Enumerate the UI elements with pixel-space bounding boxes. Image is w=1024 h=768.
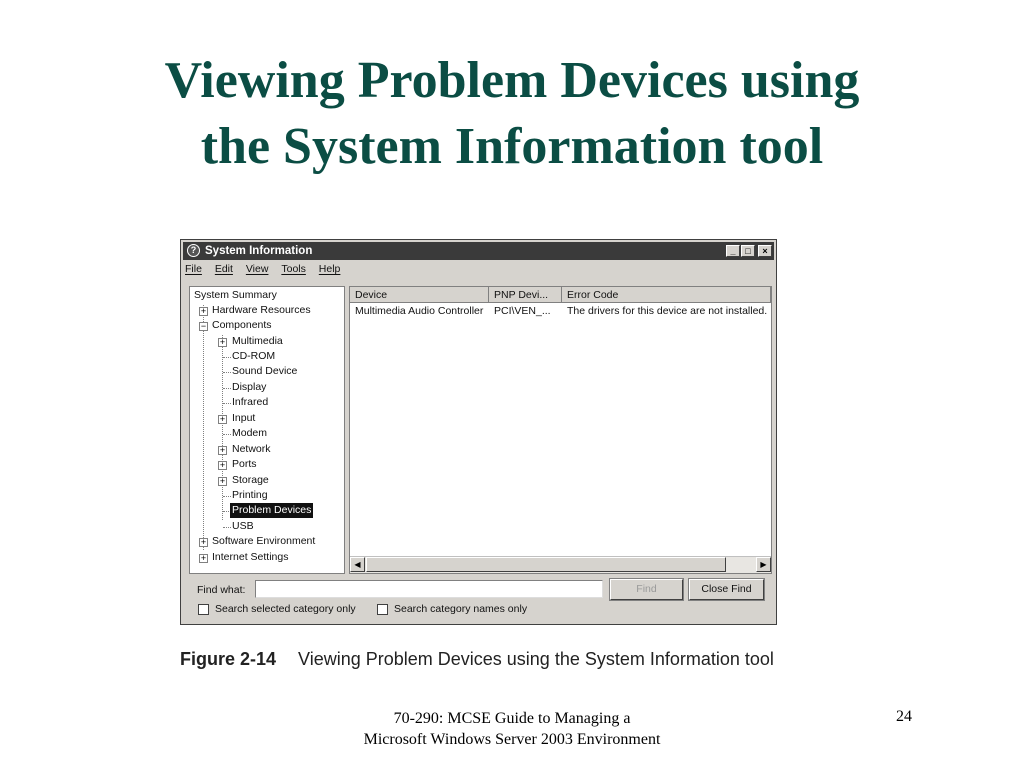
tree-connector bbox=[223, 403, 231, 404]
cell-error-code: The drivers for this device are not installed. bbox=[567, 305, 768, 317]
tree-item-cd-rom[interactable]: CD-ROM bbox=[232, 350, 276, 362]
tree-item-sound-device[interactable]: Sound Device bbox=[232, 365, 298, 377]
horizontal-scrollbar[interactable] bbox=[350, 556, 771, 573]
footer-line-2: Microsoft Windows Server 2003 Environment bbox=[363, 731, 661, 748]
tree-item-display[interactable]: Display bbox=[232, 381, 267, 393]
menu-tools[interactable]: Tools bbox=[281, 263, 306, 275]
tree-item-input[interactable]: Input bbox=[232, 412, 256, 424]
menu-help[interactable]: Help bbox=[318, 263, 341, 275]
plus-box-icon[interactable]: + bbox=[219, 476, 226, 486]
cell-pnp-device: PCI\VEN_... bbox=[494, 305, 551, 317]
scrollbar-thumb[interactable] bbox=[366, 557, 726, 572]
tree-connector bbox=[223, 496, 231, 497]
tree-item-hardware-resources[interactable]: Hardware Resources bbox=[212, 304, 311, 316]
maximize-button[interactable]: □ bbox=[741, 245, 755, 257]
tree-connector bbox=[223, 527, 231, 528]
tree-item-internet-settings[interactable]: Internet Settings bbox=[212, 551, 289, 563]
plus-box-icon[interactable]: + bbox=[219, 414, 226, 424]
menu-bar bbox=[185, 263, 350, 279]
category-tree[interactable] bbox=[189, 286, 345, 574]
find-button[interactable]: Find bbox=[610, 579, 683, 600]
scroll-left-arrow-icon[interactable]: ◀ bbox=[350, 557, 365, 572]
tree-item-modem[interactable]: Modem bbox=[232, 427, 268, 439]
slide-title-line-2: the System Information tool bbox=[200, 118, 824, 175]
figure-caption bbox=[180, 649, 774, 670]
find-what-input[interactable] bbox=[255, 580, 603, 598]
tree-item-printing[interactable]: Printing bbox=[232, 489, 268, 501]
minus-box-icon[interactable]: − bbox=[200, 321, 207, 331]
column-header-error-code[interactable]: Error Code bbox=[562, 287, 771, 303]
close-button[interactable]: × bbox=[758, 245, 772, 257]
plus-box-icon[interactable]: + bbox=[200, 537, 207, 547]
tree-guide bbox=[222, 335, 223, 520]
tree-guide bbox=[203, 305, 204, 550]
window-titlebar[interactable] bbox=[183, 242, 774, 260]
tree-item-infrared[interactable]: Infrared bbox=[232, 396, 269, 408]
search-selected-category-label: Search selected category only bbox=[215, 603, 356, 615]
cell-device: Multimedia Audio Controller bbox=[355, 305, 484, 317]
tree-item-storage[interactable]: Storage bbox=[232, 474, 269, 486]
tree-item-network[interactable]: Network bbox=[232, 443, 271, 455]
search-category-names-label: Search category names only bbox=[394, 603, 528, 615]
search-category-names-checkbox[interactable] bbox=[377, 604, 388, 615]
find-what-label: Find what: bbox=[197, 584, 246, 596]
slide-footer bbox=[312, 708, 712, 750]
close-find-button[interactable]: Close Find bbox=[689, 579, 764, 600]
menu-file[interactable]: File bbox=[185, 263, 202, 275]
tree-item-system-summary[interactable]: System Summary bbox=[194, 289, 277, 301]
tree-item-problem-devices[interactable]: Problem Devices bbox=[232, 504, 312, 516]
column-header-device[interactable]: Device bbox=[350, 287, 489, 303]
tree-connector bbox=[223, 357, 231, 358]
window-title: System Information bbox=[205, 245, 313, 257]
menu-edit[interactable]: Edit bbox=[214, 263, 233, 275]
tree-connector bbox=[223, 388, 231, 389]
tree-item-software-environment[interactable]: Software Environment bbox=[212, 535, 316, 547]
tree-connector bbox=[223, 434, 231, 435]
plus-box-icon[interactable]: + bbox=[200, 553, 207, 563]
tree-item-components[interactable]: Components bbox=[212, 319, 272, 331]
slide-title bbox=[0, 48, 1024, 180]
tree-item-ports[interactable]: Ports bbox=[232, 458, 257, 470]
details-list[interactable] bbox=[349, 286, 772, 574]
page-number: 24 bbox=[896, 708, 912, 725]
tree-connector bbox=[223, 372, 231, 373]
scroll-right-arrow-icon[interactable]: ▶ bbox=[756, 557, 771, 572]
system-information-window bbox=[180, 239, 777, 625]
search-selected-category-checkbox[interactable] bbox=[198, 604, 209, 615]
menu-view[interactable]: View bbox=[245, 263, 269, 275]
plus-box-icon[interactable]: + bbox=[200, 306, 207, 316]
info-icon: ? bbox=[187, 244, 200, 257]
tree-item-usb[interactable]: USB bbox=[232, 520, 254, 532]
plus-box-icon[interactable]: + bbox=[219, 460, 226, 470]
footer-line-1: 70-290: MCSE Guide to Managing a bbox=[393, 710, 631, 727]
figure-label: Figure 2-14 bbox=[180, 649, 277, 669]
column-header-pnp-device[interactable]: PNP Devi... bbox=[489, 287, 562, 303]
figure-caption-text: Viewing Problem Devices using the System Information tool bbox=[298, 649, 774, 669]
slide-title-line-1: Viewing Problem Devices using bbox=[164, 52, 860, 109]
tree-item-multimedia[interactable]: Multimedia bbox=[232, 335, 283, 347]
plus-box-icon[interactable]: + bbox=[219, 445, 226, 455]
plus-box-icon[interactable]: + bbox=[219, 337, 226, 347]
minimize-button[interactable]: _ bbox=[726, 245, 740, 257]
